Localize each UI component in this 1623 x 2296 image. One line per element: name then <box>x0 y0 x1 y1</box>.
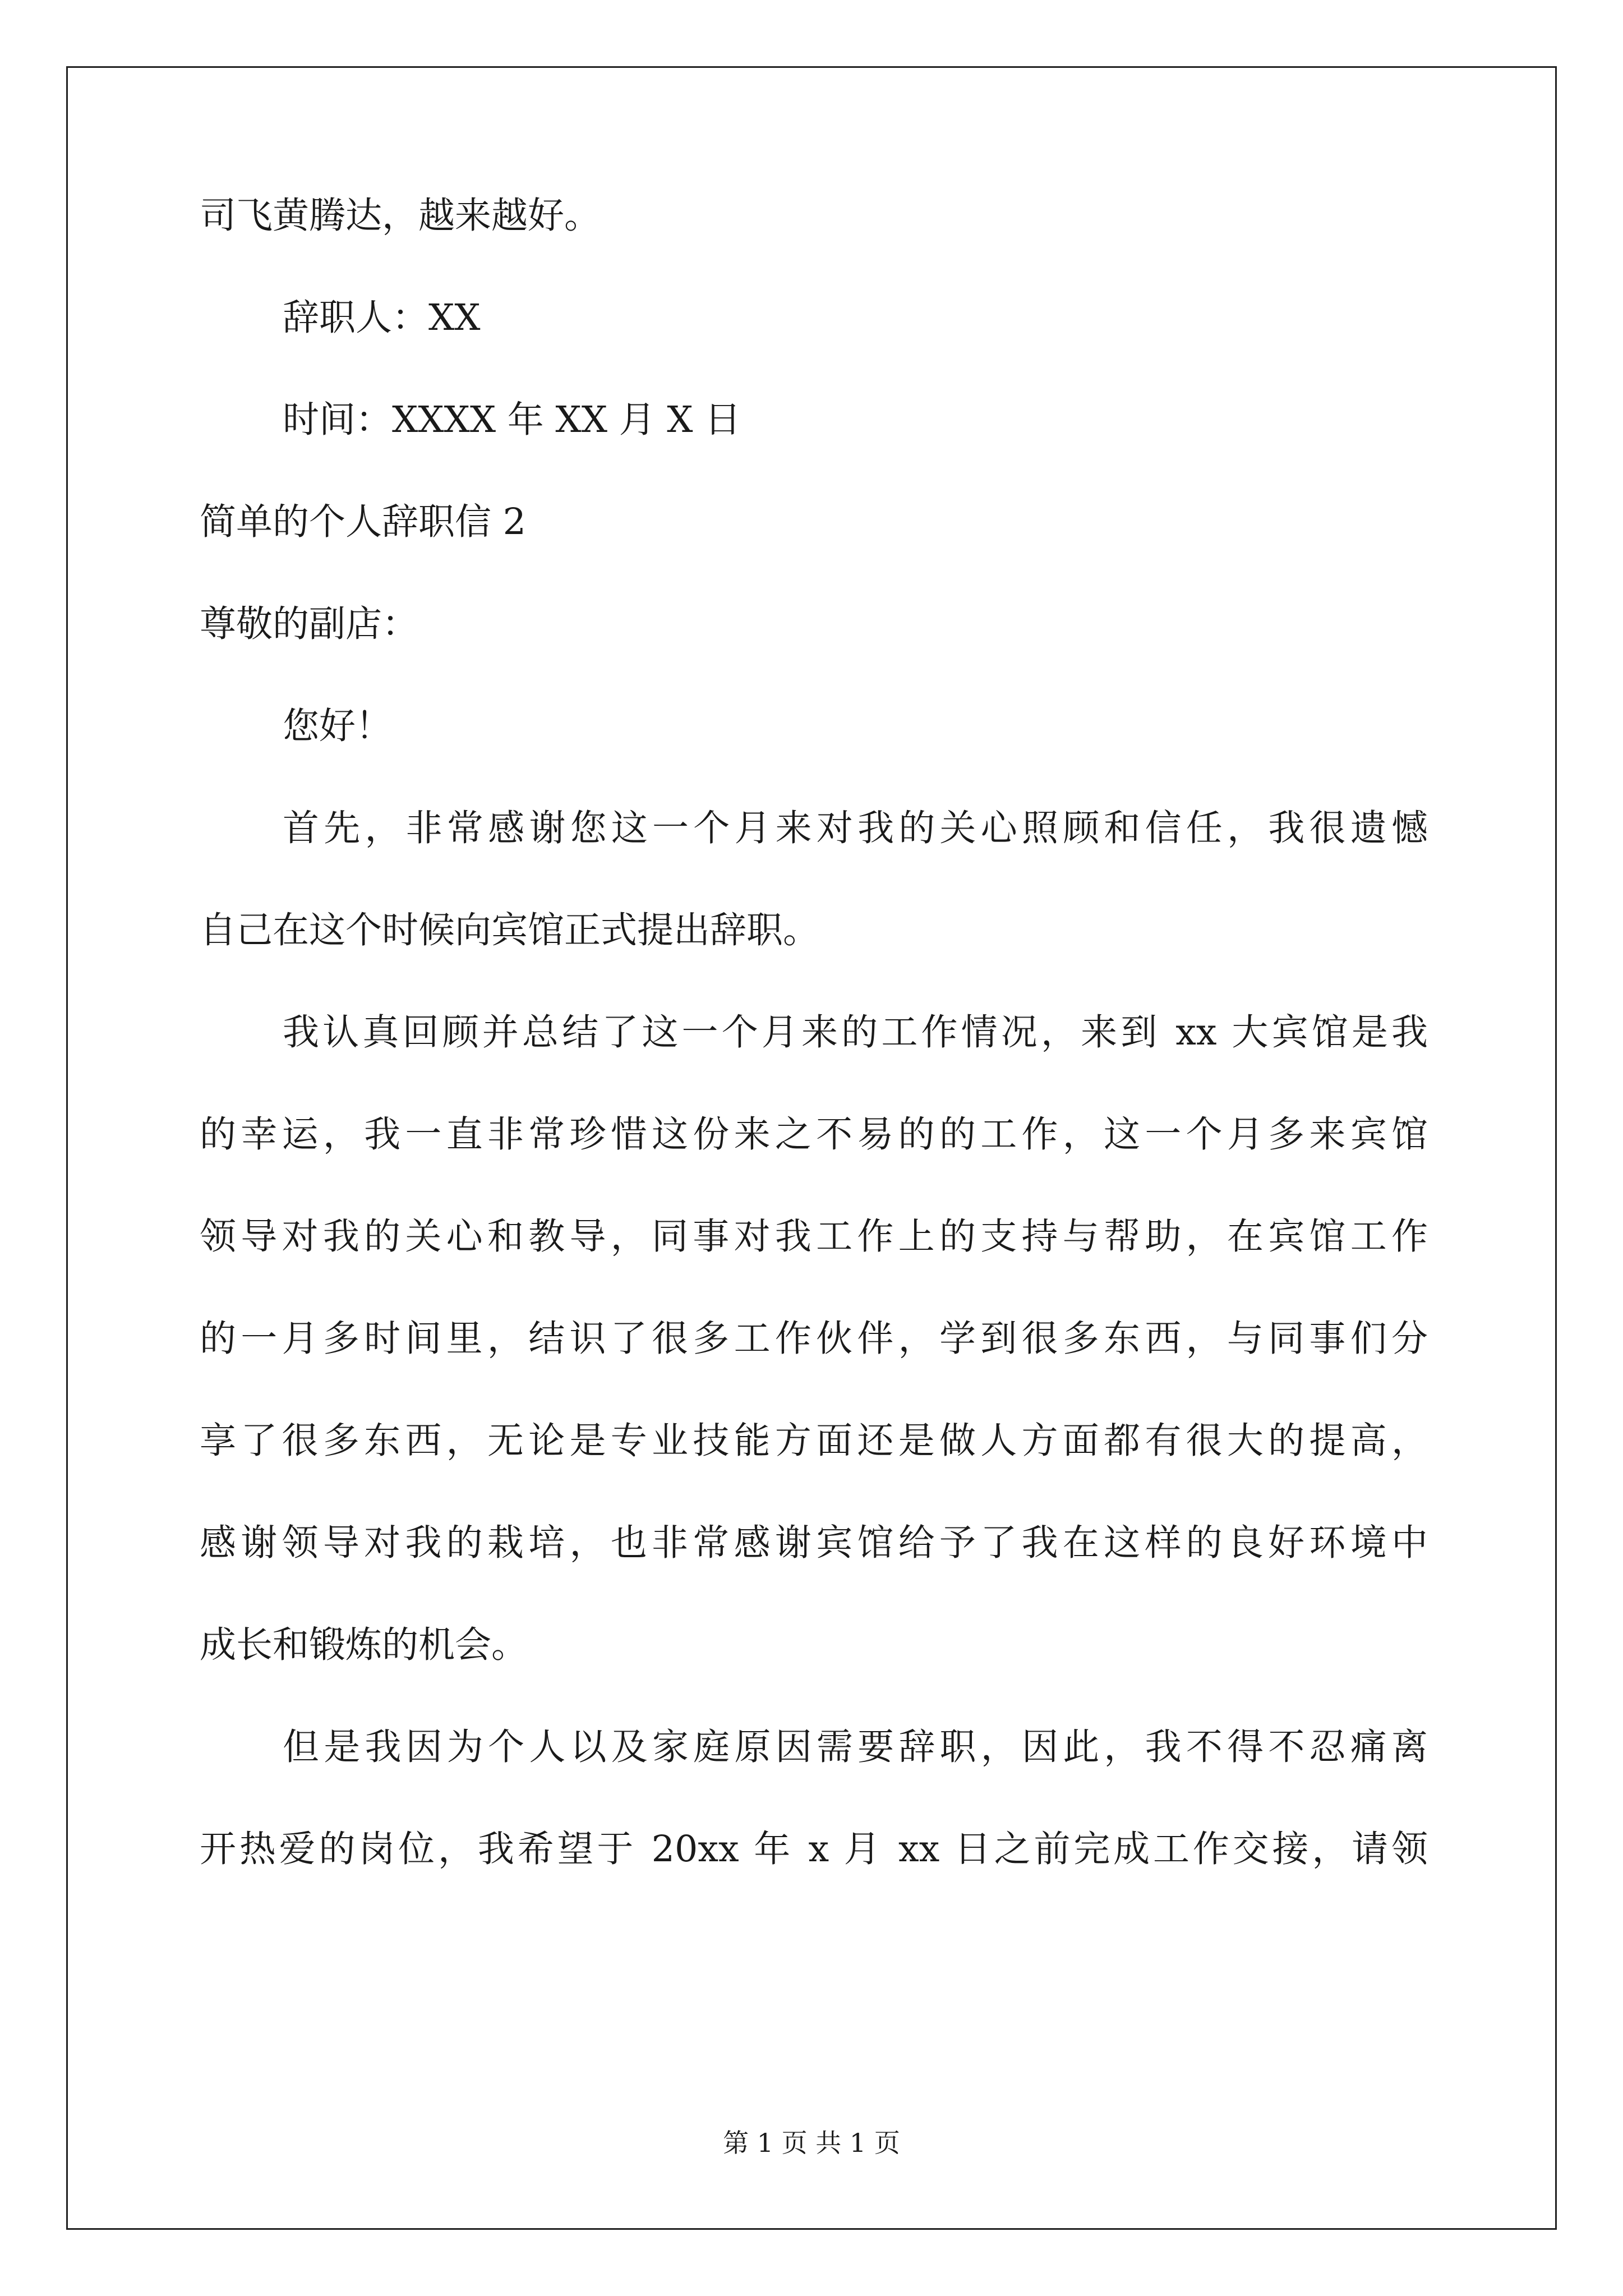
paragraph-line: 感谢领导对我的栽培，也非常感谢宾馆给予了我在这样的良好环境中 <box>200 1522 1428 1564</box>
paragraph-line: 但是我因为个人以及家庭原因需要辞职，因此，我不得不忍痛离 <box>283 1726 1428 1768</box>
paragraph-line: 我认真回顾并总结了这一个月来的工作情况，来到 xx 大宾馆是我 <box>283 1011 1428 1053</box>
paragraph-line: 的一月多时间里，结识了很多工作伙伴，学到很多东西，与同事们分 <box>200 1318 1428 1360</box>
letter-title: 简单的个人辞职信 2 <box>200 501 527 543</box>
paragraph-line: 享了很多东西，无论是专业技能方面还是做人方面都有很大的提高， <box>200 1420 1428 1462</box>
page-footer: 第 1 页 共 1 页 <box>723 2128 900 2158</box>
paragraph-line: 开热爱的岗位，我希望于 20xx 年 x 月 xx 日之前完成工作交接，请领 <box>200 1828 1428 1870</box>
paragraph-line: 自己在这个时候向宾馆正式提出辞职。 <box>200 909 820 951</box>
salutation: 尊敬的副店： <box>200 603 419 645</box>
date-line: 时间：XXXX 年 XX 月 X 日 <box>283 399 741 441</box>
signer-line: 辞职人：XX <box>283 297 481 339</box>
paragraph-line: 的幸运，我一直非常珍惜这份来之不易的的工作，这一个月多来宾馆 <box>200 1114 1428 1156</box>
paragraph-line: 领导对我的关心和教导，同事对我工作上的支持与帮助，在宾馆工作 <box>200 1216 1428 1258</box>
paragraph-line: 成长和锻炼的机会。 <box>200 1624 528 1666</box>
greeting: 您好！ <box>283 705 393 747</box>
paragraph-line: 首先，非常感谢您这一个月来对我的关心照顾和信任，我很遗憾 <box>283 807 1428 849</box>
text-line: 司飞黄腾达，越来越好。 <box>200 195 601 237</box>
